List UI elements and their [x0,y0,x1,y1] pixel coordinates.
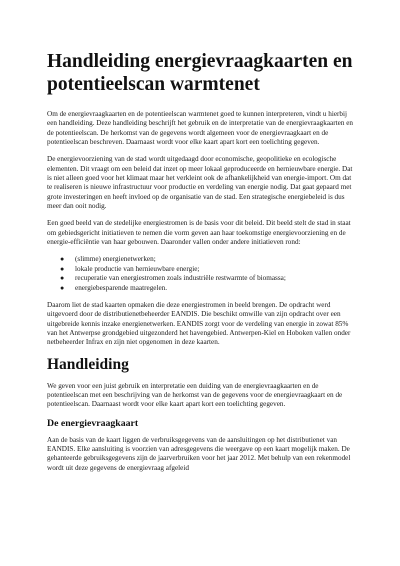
list-item [47,255,353,264]
list-item-text: energiebesparende maatregelen. [75,283,168,292]
bullet-icon: ● [60,264,65,273]
bullet-icon: ● [60,255,65,264]
section-paragraph: We geven voor een juist gebruik en interpretatie een duiding van de energievraagkaarten en de potentieelscan met een beschrijving van de herkomst van de gegevens voor de energievraagkaart en de potentieelscan. Daarnaast wordt voor elke kaart apart kort een toelichting gegeven. [47,381,343,409]
list-item [47,265,353,274]
subsection-paragraph: Aan de basis van de kaart liggen de verbruiksgegevens van de aansluitingen op het distributienet van EANDIS. Elke aansluiting is voorzien van adresgegevens die weergave op een kaart mogelijk maken. De gehanteerde gebruiksgegevens zijn de jaarverbruiken voor het jaar 2012. Met behulp van een rekenmodel wordt uit deze gegevens de energievraag afgeleid [47,435,351,472]
document-title: Handleiding energievraagkaarten en potentieelscan warmtenet [47,51,353,95]
list-item-text: recuperatie van energiestromen zoals industriële restwarmte of biomassa; [75,274,286,283]
list-item [47,284,353,293]
subsection-heading: De energievraagkaart [47,417,139,429]
intro-paragraph: Om de energievraagkaarten en de potentieelscan warmtenet goed te kunnen interpreteren, vindt u hierbij een handleiding. Deze handleiding beschrijft het gebruik en de interpretatie van de energievraagkaarten en de potentieelscan. De herkomst van de gegevens wordt algemeen voor de energievraagkaart en de potentieelscan beschreven. Daarnaast wordt voor elke kaart apart kort een toelichting gegeven. [47,110,353,147]
list-item [47,274,353,283]
energy-supply-paragraph: De energievoorziening van de stad wordt uitgedaagd door economische, geopolitieke en ecologische elementen. Dit vraagt om een beleid dat inzet op meer lokaal geproduceerde en hernieuwbare energie. Dat is niet alleen goed voor het klimaat maar het verkleint ook de afhankelijkheid van energie-import. Om dat te realiseren is nieuwe infrastructuur voor productie en verdeling van energie nodig. Dat gaat gepaard met grote investeringen en heeft invloed op de organisatie van de stad. Een strategische energiebeleid is dus meer dan ooit nodig. [47,155,353,211]
section-heading: Handleiding [47,355,129,373]
maps-paragraph: Daarom liet de stad kaarten opmaken die deze energiestromen in beeld brengen. De opdracht werd uitgevoerd door de distributienetbeheerder EANDIS. Die beschikt omwille van zijn opdracht over een uitgebreide kennis inzake energienetwerken. EANDIS zorgt voor de verdeling van energie in zowat 85% van het Antwerpse grondgebied uitgezonderd het havengebied. Antwerpen-Kiel en Hoboken vallen onder netbeheerder Infrax en zijn niet opgenomen in deze kaarten. [47,300,351,347]
bullet-icon: ● [60,283,65,292]
list-item-text: (slimme) energienetwerken; [75,255,156,264]
initiatives-list [47,255,353,292]
energy-flows-paragraph: Een goed beeld van de stedelijke energiestromen is de basis voor dit beleid. Dit beeld stelt de stad in staat om gebiedsgericht initiatieven te nemen die vorm geven aan haar toekomstige energievoorziening en de energie-efficiëntie van haar gebouwen. Daaronder vallen onder andere initiatieven rond: [47,219,351,247]
list-item-text: lokale productie van hernieuwbare energie; [75,264,200,273]
bullet-icon: ● [60,274,65,283]
